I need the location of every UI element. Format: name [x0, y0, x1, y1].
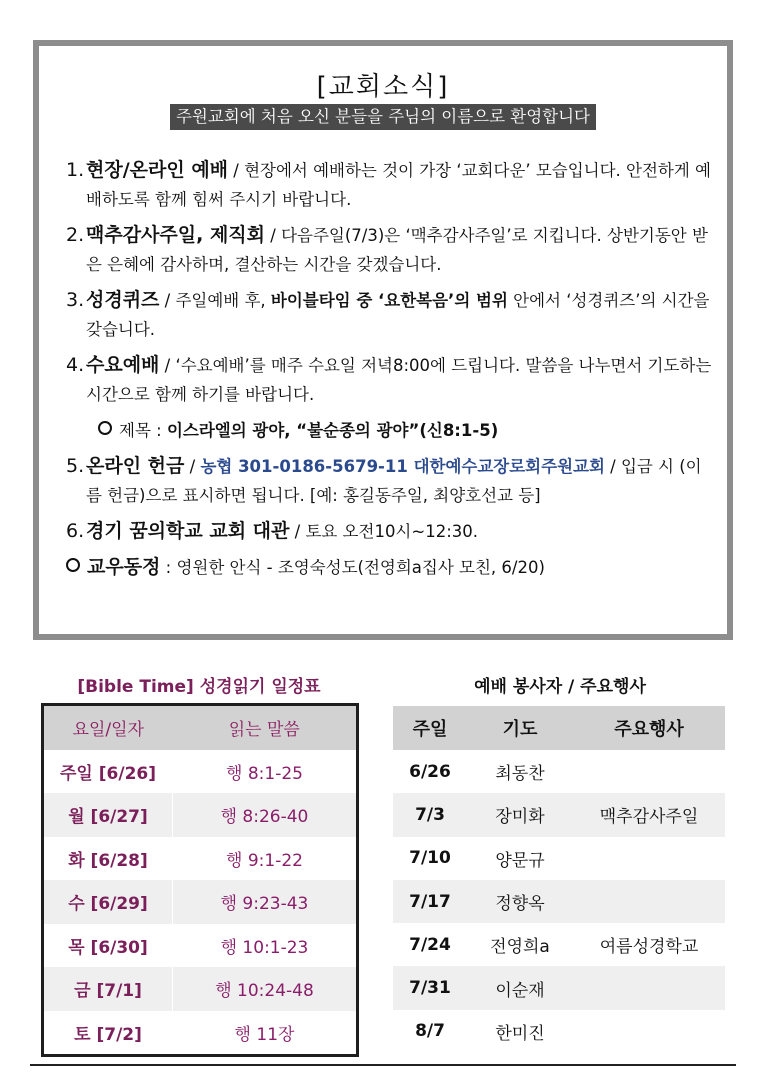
reading-cell: 행 8:26-40: [173, 793, 357, 837]
reading-cell: 행 8:1-25: [226, 763, 303, 784]
volunteer-table-title: 예배 봉사자 / 주요행사: [474, 677, 646, 697]
day-cell: 월 [6/27]: [44, 793, 173, 837]
reading-cell: 행 9:1-22: [226, 850, 303, 871]
item-text: / 주일예배 후,: [159, 291, 271, 310]
item-heading: 현장/온라인 예배: [86, 159, 229, 181]
date-cell: 7/10: [409, 848, 451, 869]
table-row: [44, 1011, 356, 1055]
reading-cell: 행 10:1-23: [220, 937, 309, 958]
table-row: [44, 837, 356, 881]
column-header: 주일: [393, 706, 467, 750]
item-number: 2.: [66, 224, 85, 246]
day-cell: 수 [6/29]: [44, 880, 173, 924]
news-item-2: [66, 221, 714, 279]
item-number: 1.: [66, 159, 85, 181]
circle-bullet-icon: [66, 558, 80, 572]
item-separator: /: [184, 457, 201, 476]
table-row: [393, 750, 725, 793]
date-cell: 7/3: [393, 793, 467, 836]
item-number: 5.: [66, 455, 85, 477]
item-text: / ‘수요예배’를 매주 수요일 저녁8:00에 드립니다. 말씀을 나누면서 기도하는 시간으로 함께 하기를 바랍니다.: [86, 356, 712, 404]
item-heading: 성경퀴즈: [86, 289, 160, 311]
column-header: 기도: [467, 706, 573, 750]
news-item-4: [66, 351, 714, 409]
event-cell: 여름성경학교: [599, 937, 699, 958]
table-row: [393, 880, 725, 923]
member-news-text: : 영원한 안식 - 조영숙성도(전영희a집사 모친, 6/20): [160, 558, 545, 577]
date-cell: 7/17: [393, 880, 467, 923]
item-bold-text: 바이블타임 중 ‘요한복음’의 범위: [270, 291, 508, 310]
table-header-row: [44, 706, 356, 750]
day-cell: 목 [6/30]: [44, 924, 173, 968]
circle-bullet-icon: [98, 421, 112, 435]
bottom-divider: [30, 1064, 736, 1066]
table-row: [393, 966, 725, 1009]
item-heading: 맥추감사주일, 제직회: [86, 224, 266, 246]
table-row: [393, 923, 725, 966]
date-cell: 8/7: [415, 1021, 445, 1042]
church-news-box: [33, 40, 733, 640]
column-header: 주요행사: [573, 706, 725, 750]
event-cell: [573, 1010, 725, 1053]
table-row: [44, 793, 356, 837]
date-cell: 6/26: [409, 761, 451, 782]
prayer-cell: 한미진: [495, 1023, 545, 1044]
item-number: 3.: [66, 289, 85, 311]
prayer-cell: 양문규: [495, 850, 545, 871]
event-cell: [573, 880, 725, 923]
reading-cell: 행 11장: [234, 1024, 295, 1045]
prayer-cell: 장미화: [467, 793, 573, 836]
table-row: [44, 924, 356, 968]
sub-bold-text: 이스라엘의 광야, “불순종의 광야”(신8:1-5): [166, 421, 499, 440]
member-news-heading: 교우동정: [87, 556, 161, 578]
item-text: 안에서 ‘성경퀴즈’의 시간을 갖습니다.: [86, 291, 710, 339]
day-cell: 토 [7/2]: [44, 1011, 173, 1055]
column-header: 읽는 말씀: [173, 706, 357, 750]
prayer-cell: 최동찬: [495, 764, 545, 785]
item-text: / 입금 시 (이름 헌금)으로 표시하면 됩니다. [예: 홍길동주일, 최양호선교 등]: [86, 457, 702, 505]
item-text: / 다음주일(7/3)은 ‘맥추감사주일’로 지킵니다. 상반기동안 받은 은혜에 감사하며, 결산하는 시간을 갖겠습니다.: [86, 226, 708, 274]
table-row: [44, 750, 356, 794]
item-text: / 현장에서 예배하는 것이 가장 ‘교회다운’ 모습입니다. 안전하게 예배하도록 함께 힘써 주시기 바랍니다.: [86, 161, 711, 209]
table-header-row: [393, 706, 725, 750]
event-cell: [573, 966, 725, 1009]
item-heading: 경기 꿈의학교 교회 대관: [86, 520, 290, 542]
item-text: / 토요 오전10시~12:30.: [289, 522, 478, 541]
prayer-cell: 정향옥: [467, 880, 573, 923]
event-cell: [573, 750, 725, 793]
table-row: [393, 1010, 725, 1053]
bank-account: 농협 301-0186-5679-11 대한예수교장로회주원교회: [200, 457, 605, 476]
notice-title: [교회소식]: [316, 72, 450, 102]
item-heading: 수요예배: [86, 354, 160, 376]
item-number: 6.: [66, 520, 85, 542]
prayer-cell: 이순재: [467, 966, 573, 1009]
news-item-6: [66, 517, 714, 546]
date-cell: 7/31: [393, 966, 467, 1009]
item-number: 4.: [66, 354, 85, 376]
event-cell: [573, 837, 725, 880]
news-item-5: [66, 452, 714, 510]
table-row: [393, 837, 725, 880]
welcome-banner-wrap: [39, 104, 727, 130]
table-row: [44, 880, 356, 924]
news-item-3: [66, 286, 714, 344]
sermon-subtitle: [66, 416, 714, 445]
sub-label: 제목 :: [119, 421, 167, 440]
bible-schedule-title: [Bible Time] 성경읽기 일정표: [77, 677, 321, 697]
column-header: 요일/일자: [44, 706, 173, 750]
prayer-cell: 전영희a: [490, 937, 550, 958]
date-cell: 7/24: [409, 934, 451, 955]
welcome-banner: 주원교회에 처음 오신 분들을 주님의 이름으로 환영합니다: [170, 104, 596, 130]
member-news: [66, 553, 714, 582]
event-cell: 맥추감사주일: [573, 793, 725, 836]
day-cell: 화 [6/28]: [44, 837, 173, 881]
item-heading: 온라인 헌금: [86, 455, 185, 477]
news-list: [66, 156, 714, 582]
reading-cell: 행 9:23-43: [173, 880, 357, 924]
bible-schedule-table: [41, 703, 359, 1057]
table-row: [393, 793, 725, 836]
day-cell: 금 [7/1]: [44, 967, 173, 1011]
reading-cell: 행 10:24-48: [173, 967, 357, 1011]
day-cell: 주일 [6/26]: [44, 750, 173, 794]
volunteer-table: [393, 706, 725, 1053]
table-row: [44, 967, 356, 1011]
news-item-1: [66, 156, 714, 214]
